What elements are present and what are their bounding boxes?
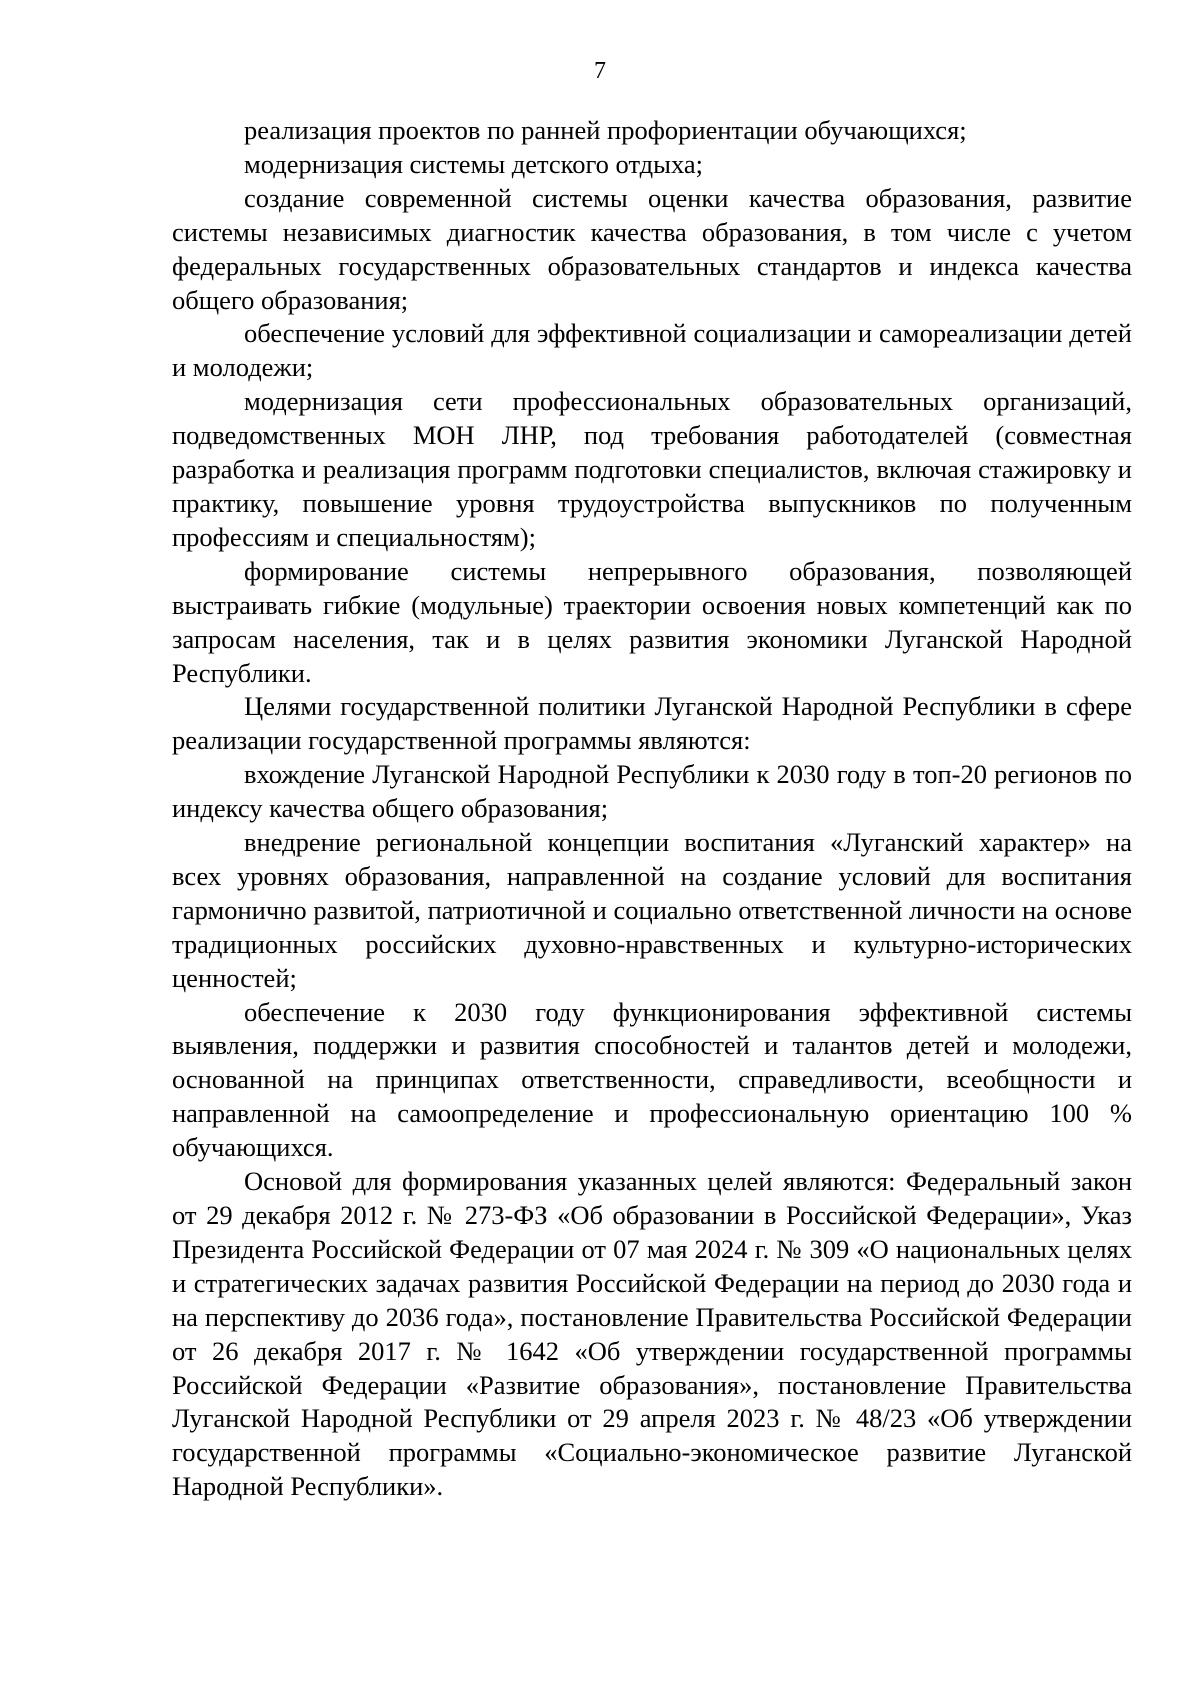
paragraph: реализация проектов по ранней профориентации обучающихся;: [244, 115, 967, 145]
paragraph: обеспечение условий для эффективной социализации и самореализации детей и молодежи;: [172, 318, 1132, 383]
paragraph: обеспечение к 2030 году функционирования эффективной системы выявления, поддержки и развития способностей и талантов детей и молодежи, основанной на принципах ответственности, справедливости, всеобщности и направленной на самоопределение и профессиональную ориентацию 100 % обучающихся.: [172, 996, 1132, 1163]
paragraph: вхождение Луганской Народной Республики к 2030 году в топ-20 регионов по индексу качества общего образования;: [172, 759, 1132, 824]
paragraph: формирование системы непрерывного образования, позволяющей выстраивать гибкие (модульные) траектории освоения новых компетенций как по запросам населения, так и в целях развития экономики Луганской Народной Республики.: [172, 555, 1132, 688]
document-body: [172, 114, 1132, 1504]
paragraph: внедрение региональной концепции воспитания «Луганский характер» на всех уровнях образования, направленной на создание условий для воспитания гармонично развитой, патриотичной и социально ответственной личности на основе традиционных российских духовно-нравственных и культурно-исторических ценностей;: [172, 827, 1132, 993]
paragraph: модернизация сети профессиональных образовательных организаций, подведомственных МОН ЛНР, под требования работодателей (совместная разработка и реализация программ подготовки специалистов, включая стажировку и практику, повышение уровня трудоустройства выпускников по полученным профессиям и специальностям);: [172, 386, 1132, 552]
paragraph: Основой для формирования указанных целей являются: Федеральный закон от 29 декабря 2012 г. № 273-ФЗ «Об образовании в Российской Федерации», Указ Президента Российской Федерации от 07 мая 2024 г. № 309 «О национальных целях и стратегических задачах развития Российской Федерации на период до 2030 года и на перспективу до 2036 года», постановление Правительства Российской Федерации от 26 декабря 2017 г. № 1642 «Об утверждении государственной программы Российской Федерации «Развитие образования», постановление Правительства Луганской Народной Республики от 29 апреля 2023 г. № 48/23 «Об утверждении государственной программы «Социально-экономическое развитие Луганской Народной Республики».: [172, 1166, 1132, 1502]
paragraph: Целями государственной политики Луганской Народной Республики в сфере реализации государственной программы являются:: [172, 691, 1132, 756]
paragraph: создание современной системы оценки качества образования, развитие системы независимых диагностик качества образования, в том числе с учетом федеральных государственных образовательных стандартов и индекса качества общего образования;: [172, 182, 1132, 315]
page-number: 7: [594, 58, 606, 84]
paragraph: модернизация системы детского отдыха;: [244, 148, 703, 179]
